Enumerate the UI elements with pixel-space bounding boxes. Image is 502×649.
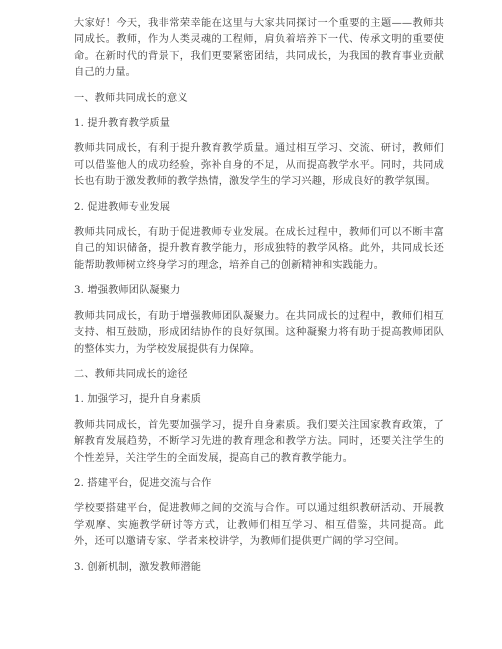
subheading-professional-development: 2. 促进教师专业发展 bbox=[74, 201, 171, 213]
subheading-team-cohesion: 3. 增强教师团队凝聚力 bbox=[74, 285, 181, 297]
intro-paragraph: 大家好！今天，我非常荣幸能在这里与大家共同探讨一个重要的主题——教师共同成长。教师，作为人类灵魂的工程师，肩负着培养下一代、传承文明的重要使命。在新时代的背景下，我们更要紧密团结，共同成长，为我国的教育事业贡献自己的力量。 bbox=[74, 18, 444, 79]
paragraph-team-cohesion: 教师共同成长，有助于增强教师团队凝聚力。在共同成长的过程中，教师们相互支持、相互鼓励，形成团结协作的良好氛围。这种凝聚力将有助于提高教师团队的整体实力，为学校发展提供有力保障。 bbox=[74, 310, 444, 355]
section-heading-approaches: 二、教师共同成长的途径 bbox=[74, 368, 188, 380]
paragraph-professional-development: 教师共同成长，有助于促进教师专业发展。在成长过程中，教师们可以不断丰富自己的知识储备，提升教育教学能力，形成独特的教学风格。此外，共同成长还能帮助教师树立终身学习的理念，培养自己的创新精神和实践能力。 bbox=[74, 227, 444, 271]
subheading-build-platform: 2. 搭建平台，促进交流与合作 bbox=[74, 477, 212, 489]
paragraph-strengthen-learning: 教师共同成长，首先要加强学习，提升自身素质。我们要关注国家教育政策，了解教育发展趋势，不断学习先进的教育理念和教学方法。同时，还要关注学生的个性差异，关注学生的全面发展，提高自己的教育教学能力。 bbox=[74, 419, 444, 464]
subheading-strengthen-learning: 1. 加强学习，提升自身素质 bbox=[74, 394, 202, 406]
paragraph-build-platform: 学校要搭建平台，促进教师之间的交流与合作。可以通过组织教研活动、开展教学观摩、实施教学研讨等方式，让教师们相互学习、相互借鉴，共同提高。此外，还可以邀请专家、学者来校讲学，为教师们提供更广阔的学习空间。 bbox=[74, 503, 444, 548]
subheading-teaching-quality: 1. 提升教育教学质量 bbox=[74, 118, 171, 130]
paragraph-teaching-quality: 教师共同成长，有利于提升教育教学质量。通过相互学习、交流、研讨，教师们可以借鉴他人的成功经验，弥补自身的不足，从而提高教学水平。同时，共同成长也有助于激发教师的教学热情，激发学生的学习兴趣，形成良好的教学氛围。 bbox=[74, 143, 444, 188]
document-page bbox=[74, 16, 444, 585]
subheading-innovate-mechanism: 3. 创新机制，激发教师潜能 bbox=[74, 561, 202, 573]
section-heading-meaning: 一、教师共同成长的意义 bbox=[74, 92, 188, 104]
